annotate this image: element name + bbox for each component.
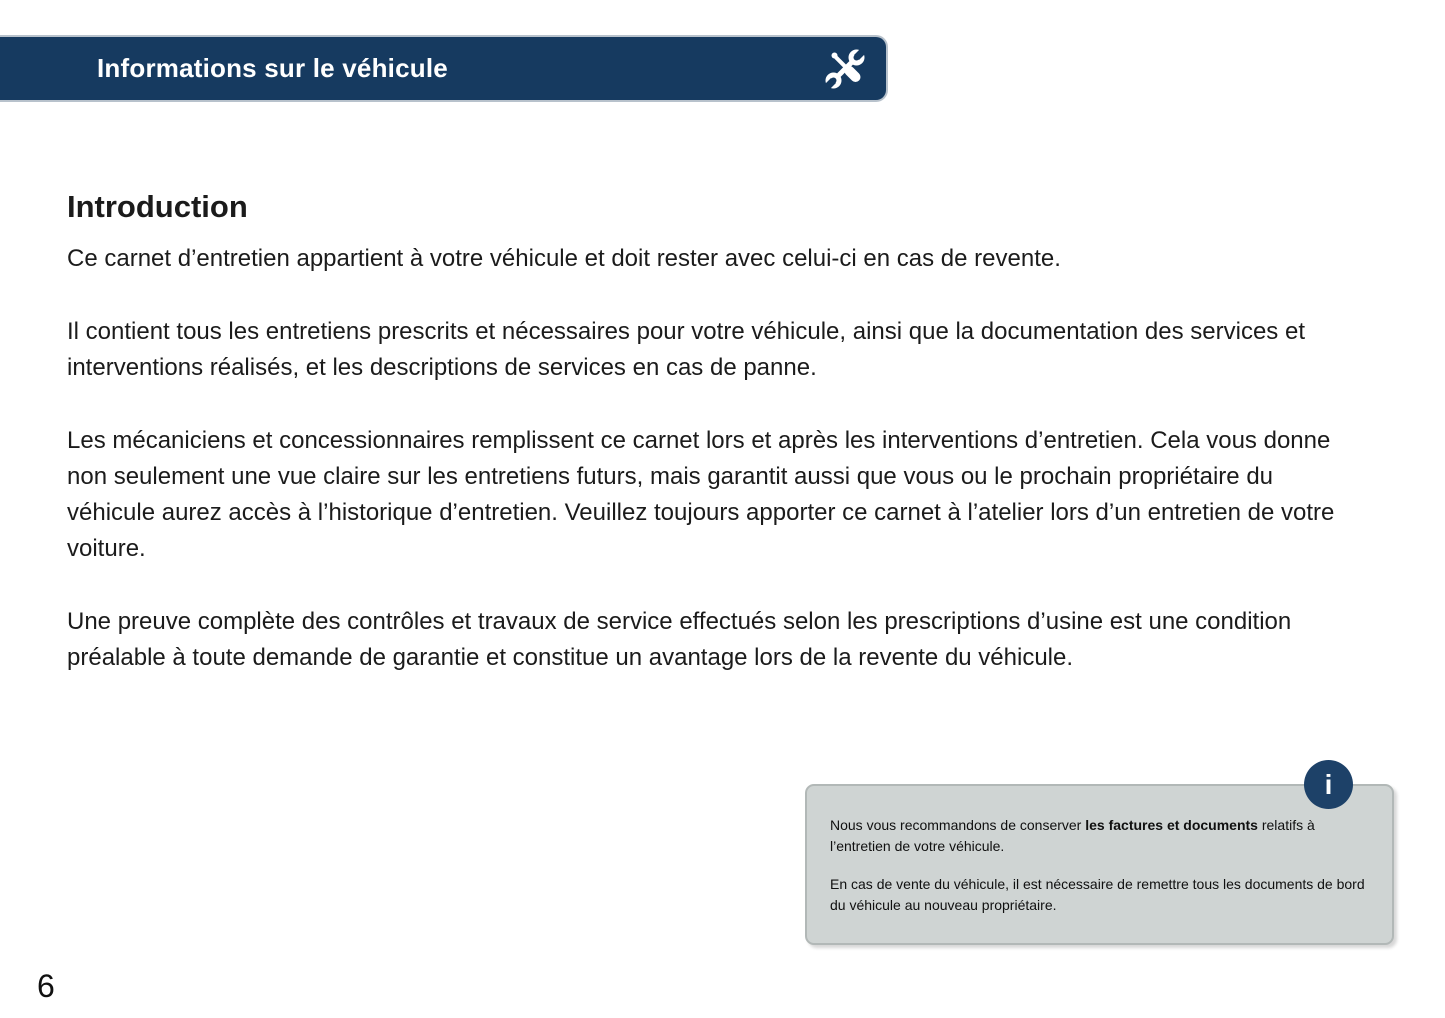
info-paragraph-1-pre: Nous vous recommandons de conserver xyxy=(830,817,1086,833)
body-paragraph-1: Ce carnet d’entretien appartient à votre véhicule et doit rester avec celui-ci en cas de revente. xyxy=(67,245,1061,272)
page-content xyxy=(67,189,1367,713)
chapter-title: Informations sur le véhicule xyxy=(97,53,448,83)
section-heading: Introduction xyxy=(67,189,248,224)
body-paragraph-3: Les mécaniciens et concessionnaires remplissent ce carnet lors et après les interventions d’entretien. Cela vous donne non seulement une vue claire sur les entretiens futurs, mais garantit aussi que vous ou le prochain propriétaire du véhicule aurez accès à l’historique d’entretien. Veuillez toujours apporter ce carnet à l’atelier lors d’un entretien de votre voiture. xyxy=(67,427,1335,562)
info-paragraph-1-post: relatifs à l’entretien de votre véhicule. xyxy=(830,817,1315,854)
body-paragraph-2: Il contient tous les entretiens prescrits et nécessaires pour votre véhicule, ainsi que la documentation des services et interventions réalisés, et les descriptions de services en cas de panne. xyxy=(67,318,1305,381)
info-note-box xyxy=(805,784,1394,945)
page-number: 6 xyxy=(37,968,55,1004)
info-paragraph-1-bold: les factures et documents xyxy=(1085,817,1258,833)
chapter-header-bar xyxy=(0,35,888,102)
info-paragraph-1 xyxy=(830,815,1366,857)
info-paragraph-2: En cas de vente du véhicule, il est nécessaire de remettre tous les documents de bord du véhicule au nouveau propriétaire. xyxy=(830,876,1365,913)
info-icon: i xyxy=(1304,760,1353,809)
tools-icon xyxy=(822,46,868,92)
body-paragraph-4: Une preuve complète des contrôles et travaux de service effectués selon les prescriptions d’usine est une condition préalable à toute demande de garantie et constitue un avantage lors de la revente du véhicule. xyxy=(67,608,1292,671)
